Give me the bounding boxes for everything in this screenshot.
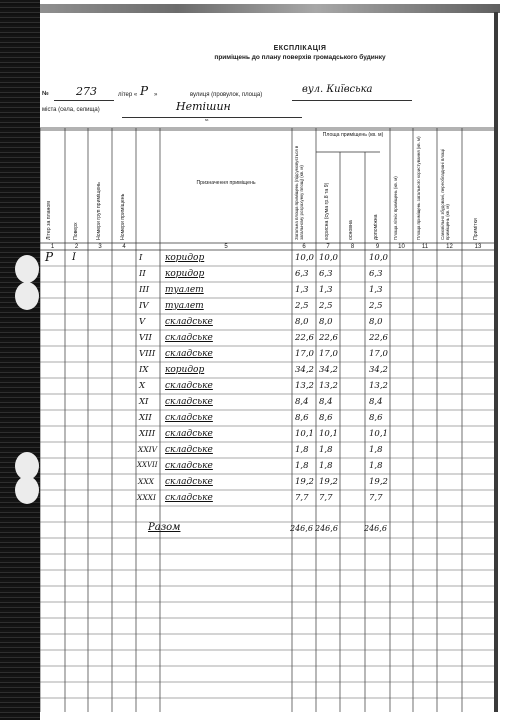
cell-purpose: складське [165,381,213,391]
col-number: 2 [74,244,79,250]
cell-room: VIII [139,349,156,359]
col-number: 6 [302,244,306,250]
street-label: вулиця (провулок, площа) [190,92,263,98]
punch-hole [15,476,39,504]
cell-useful: 10,1 [319,429,338,439]
document-subtitle: приміщень до плану поверхів громадського будинку [214,54,386,61]
cell-useful: 10,0 [319,253,338,263]
col-number: 1 [50,244,55,250]
cell-aux: 10,0 [369,253,388,263]
col-number: 8 [350,244,355,250]
cell-room: II [139,269,146,279]
cell-aux: 22,6 [369,333,388,343]
cell-purpose: складське [165,333,213,343]
cell-useful: 19,2 [319,477,338,487]
cell-aux: 8,4 [369,397,383,407]
number-label: № [42,91,49,97]
cell-total: 10,0 [295,253,314,263]
liter-close: » [154,92,158,98]
cell-purpose: складське [165,477,213,487]
cell-room: XXIV [138,445,158,454]
cell-room: XIII [139,429,156,439]
col-number: 12 [446,244,453,250]
col-header-useful: корисна (сума гр.8 та 9) [324,182,330,240]
city-sublabel: sr. [205,117,210,122]
cell-aux: 1,3 [369,285,383,295]
cell-total: 6,3 [295,269,309,279]
cell-useful: 34,2 [319,365,338,375]
cell-useful: 8,4 [319,397,333,407]
col-number: 7 [326,244,330,250]
cell-useful: 1,3 [319,285,333,295]
cell-aux: 7,7 [369,493,383,503]
table-grid [40,12,494,712]
col-header-summer: Площа літніх приміщень (кв. м) [393,176,398,240]
total-label: Разом [148,522,181,533]
document-page [40,12,494,712]
col-number: 3 [98,244,102,250]
col-number: 4 [122,244,126,250]
cell-purpose: складське [165,429,213,439]
cell-useful: 2,5 [319,301,333,311]
cell-room: XXVII [137,461,158,469]
cell-purpose: складське [165,413,213,423]
cell-purpose: складське [165,317,213,327]
document-title: ЕКСПЛІКАЦІЯ [273,45,327,52]
scan-right-edge [494,12,498,712]
cell-total: 17,0 [295,349,314,359]
cell-total: 1,8 [295,461,309,471]
col-header-notes: Примітки [473,218,479,240]
cell-floor: I [72,252,76,263]
cell-aux: 2,5 [369,301,383,311]
cell-aux: 1,8 [369,461,383,471]
cell-purpose: складське [165,445,213,455]
cell-room: XII [139,413,152,423]
cell-total: 8,6 [295,413,309,423]
liter-value: Р [140,84,149,98]
col-header-room: Номери приміщень [120,193,126,240]
cell-aux: 10,1 [369,429,388,439]
cell-purpose: коридор [165,365,205,375]
cell-aux: 6,3 [369,269,383,279]
number-value: 273 [76,85,97,98]
punch-hole [15,282,39,310]
cell-total: 19,2 [295,477,314,487]
cell-aux: 8,0 [369,317,383,327]
cell-room: XI [139,397,149,407]
scan-left-edge [0,0,40,720]
cell-room: IX [139,365,149,375]
cell-room: V [139,317,146,327]
total-useful: 246,6 [315,524,338,533]
cell-aux: 13,2 [369,381,388,391]
cell-useful: 13,2 [319,381,338,391]
col-number: 11 [421,244,429,250]
punch-hole [15,255,39,283]
col-header-floor: Поверх [73,222,79,240]
col-header-group: Номери груп приміщень [96,182,102,240]
cell-liter: Р [45,250,54,264]
col-number: 10 [398,244,405,250]
cell-total: 8,4 [295,397,309,407]
street-value: вул. Київська [302,84,373,95]
cell-purpose: складське [165,493,213,503]
cell-useful: 7,7 [319,493,333,503]
cell-total: 2,5 [295,301,309,311]
col-header-area-group: Площа приміщень (кв. м) [322,132,384,138]
col-header-liter: Літер за планом [46,201,52,240]
cell-purpose: туалет [165,301,204,311]
cell-total: 13,2 [295,381,314,391]
cell-aux: 1,8 [369,445,383,455]
cell-room: XXXI [137,493,156,502]
total-area: 246,6 [290,524,313,533]
cell-total: 34,2 [295,365,314,375]
cell-total: 8,0 [295,317,309,327]
cell-purpose: складське [165,349,213,359]
cell-room: III [139,285,150,295]
cell-room: VII [139,333,152,343]
cell-room: XXX [138,477,155,486]
city-value: Нетішин [176,100,231,113]
cell-purpose: складське [165,397,213,407]
cell-total: 1,3 [295,285,309,295]
liter-label: літер « [118,92,138,98]
cell-aux: 8,6 [369,413,383,423]
cell-room: IV [139,301,149,311]
cell-useful: 6,3 [319,269,333,279]
col-header-main: основна [348,220,354,240]
cell-purpose: туалет [165,285,204,295]
col-header-total-area: Загальна площа приміщень (підсумовується в загальному розрахунку площ) (кв. м) [294,145,304,240]
cell-useful: 1,8 [319,445,333,455]
cell-useful: 8,0 [319,317,333,327]
col-header-common: Площа приміщень загального користування (кв. м) [416,136,421,240]
cell-total: 1,8 [295,445,309,455]
cell-purpose: складське [165,461,213,471]
cell-useful: 22,6 [319,333,338,343]
cell-aux: 34,2 [369,365,388,375]
cell-useful: 17,0 [319,349,338,359]
col-header-purpose: Призначення приміщень [196,180,256,186]
total-aux: 246,6 [364,524,387,533]
cell-room: I [139,253,143,263]
cell-aux: 19,2 [369,477,388,487]
col-header-unauthorized: Самовільно збудовані, переобладнані площі приміщень (кв. м) [440,149,450,240]
cell-purpose: коридор [165,253,205,263]
cell-room: X [139,381,146,391]
cell-total: 22,6 [295,333,314,343]
city-label: міста (села, селища) [42,107,100,113]
col-header-aux: допоміжна [373,214,379,240]
cell-total: 7,7 [295,493,309,503]
cell-useful: 8,6 [319,413,333,423]
cell-total: 10,1 [295,429,314,439]
cell-purpose: коридор [165,269,205,279]
col-number: 13 [474,244,482,250]
col-number: 5 [224,244,228,250]
col-number: 9 [375,244,380,250]
cell-aux: 17,0 [369,349,388,359]
cell-useful: 1,8 [319,461,333,471]
